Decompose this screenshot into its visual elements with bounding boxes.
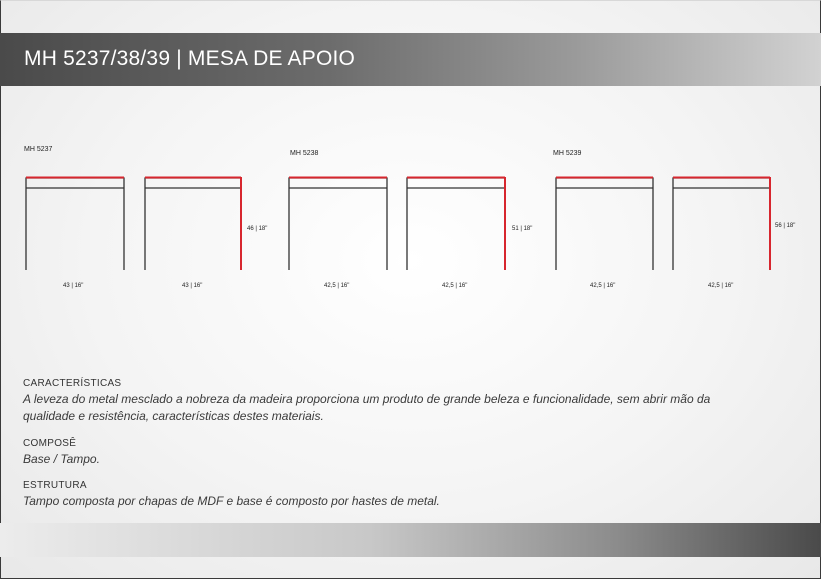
model-code-mh5237: MH 5237 (24, 146, 53, 153)
technical-drawing (0, 140, 821, 300)
model-code-mh5239: MH 5239 (553, 150, 582, 157)
page-title: MH 5237/38/39 | MESA DE APOIO (24, 47, 356, 70)
table-front-view-mh5238 (289, 178, 387, 270)
width-label: 43 | 16" (182, 283, 203, 289)
height-label: 46 | 18" (247, 226, 268, 232)
width-label: 43 | 16" (63, 283, 84, 289)
section-text-line: A leveza do metal mesclado a nobreza da madeira proporciona um produto de grande beleza e funcionalidade, sem abrir mão da (23, 392, 711, 406)
section-heading: COMPOSÊ (23, 438, 77, 449)
width-label: 42,5 | 16" (324, 283, 350, 289)
section-text-line: qualidade e resistência, características destes materiais. (23, 409, 324, 423)
table-front-view-mh5237 (26, 178, 124, 270)
table-front-view-mh5239 (556, 178, 653, 270)
height-label: 51 | 18" (512, 226, 533, 232)
model-code-mh5238: MH 5238 (290, 150, 319, 157)
width-label: 42,5 | 16" (442, 283, 468, 289)
section-heading: CARACTERÍSTICAS (23, 378, 122, 389)
table-side-view-mh5237 (145, 178, 241, 270)
section-heading: ESTRUTURA (23, 480, 87, 491)
width-label: 42,5 | 16" (590, 283, 616, 289)
width-label: 42,5 | 16" (708, 283, 734, 289)
table-side-view-mh5239 (673, 178, 770, 270)
section-estrutura (23, 480, 783, 510)
section-text: Tampo composta por chapas de MDF e base é composto por hastes de metal. (23, 494, 440, 508)
header-bar (0, 33, 821, 86)
section-caracteristicas (23, 378, 783, 425)
table-side-view-mh5238 (407, 178, 505, 270)
section-text: Base / Tampo. (23, 452, 100, 466)
section-text (23, 391, 783, 425)
footer-bar (0, 523, 821, 557)
section-compose (23, 438, 783, 468)
height-label: 56 | 18" (775, 223, 796, 229)
